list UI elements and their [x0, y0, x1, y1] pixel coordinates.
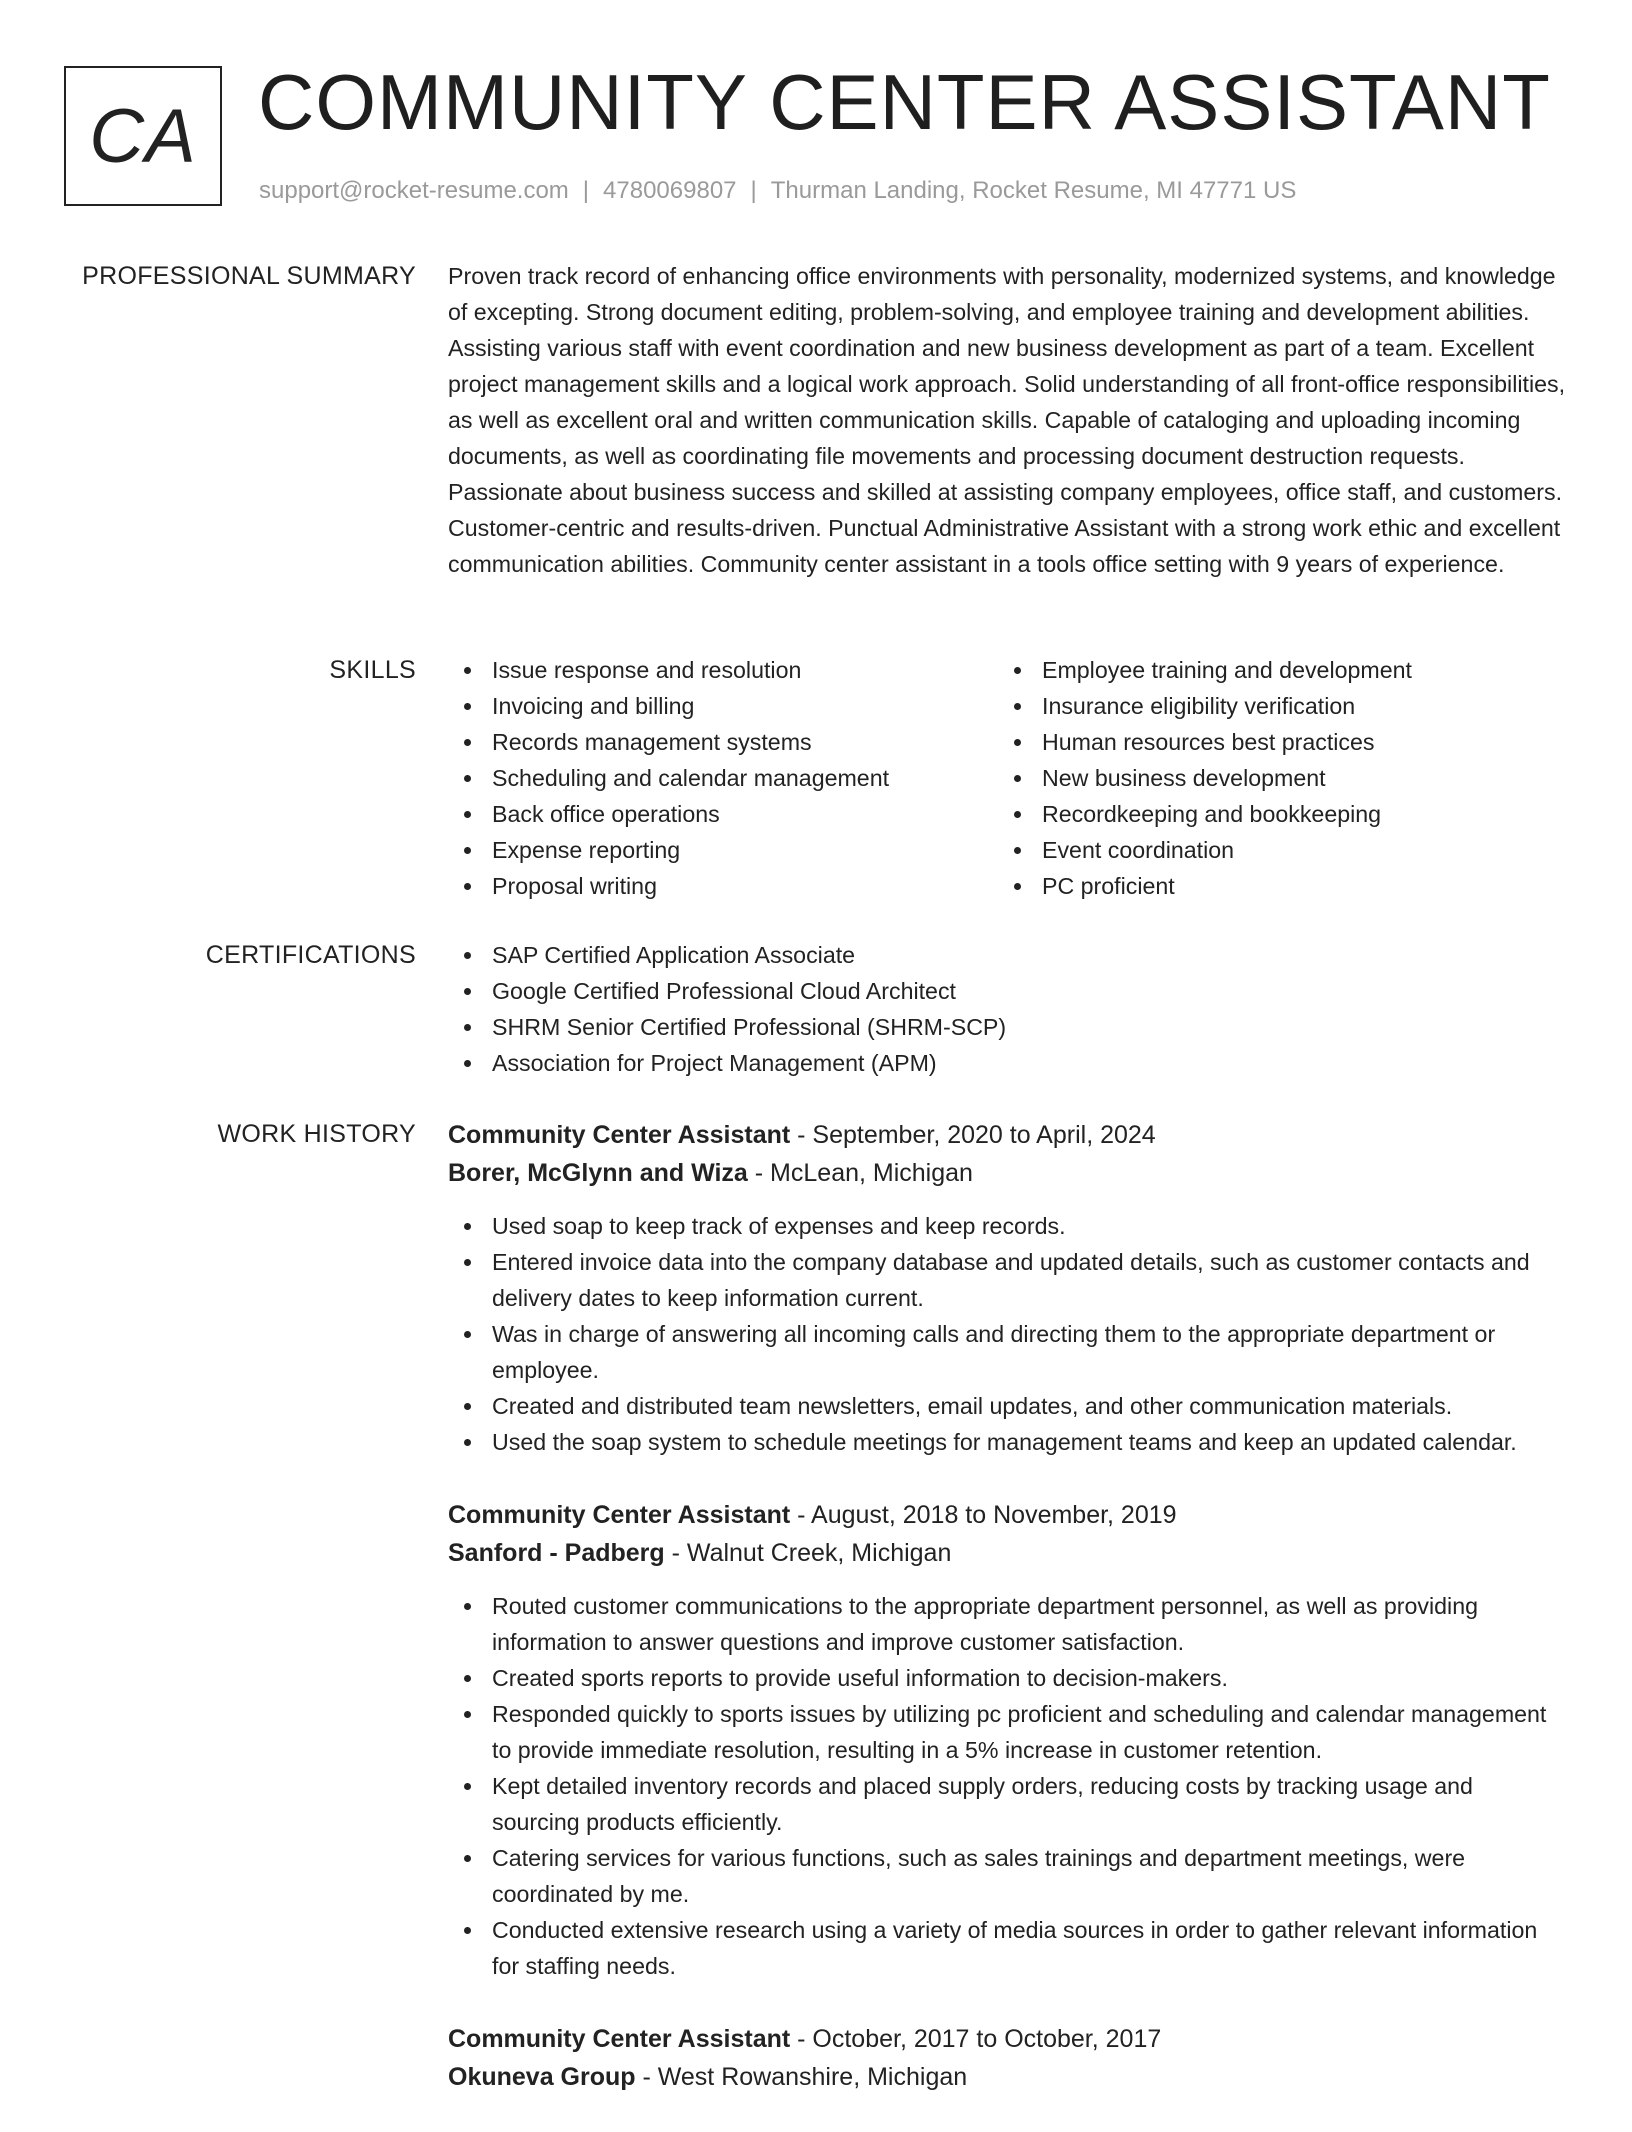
- summary-heading: PROFESSIONAL SUMMARY: [82, 262, 416, 290]
- job-role-line: [448, 1496, 1566, 1534]
- job-duties: [448, 1208, 1566, 1460]
- skill-item: Insurance eligibility verification: [998, 688, 1548, 724]
- job-company: Sanford - Padberg: [448, 1539, 665, 1567]
- skills-columns: [448, 652, 1566, 904]
- skills-list-right: [998, 652, 1548, 904]
- job-duty: Created and distributed team newsletters, email updates, and other communication materials.: [448, 1388, 1566, 1424]
- skills-heading: SKILLS: [329, 656, 416, 684]
- job-duty: Conducted extensive research using a variety of media sources in order to gather relevant information for staffing needs.: [448, 1912, 1566, 1984]
- skill-item: New business development: [998, 760, 1548, 796]
- job-company: Okuneva Group: [448, 2063, 636, 2091]
- job-role: Community Center Assistant: [448, 1121, 791, 1149]
- contact-separator: |: [582, 177, 590, 204]
- skill-item: Back office operations: [448, 796, 998, 832]
- monogram-box: [64, 66, 222, 206]
- job-duty: Entered invoice data into the company database and updated details, such as customer contacts and delivery dates to keep information current.: [448, 1244, 1566, 1316]
- job-dates: - August, 2018 to November, 2019: [790, 1501, 1177, 1529]
- certifications-heading: CERTIFICATIONS: [205, 941, 416, 969]
- summary-body: [448, 258, 1566, 582]
- job-entry: [448, 1496, 1566, 1984]
- skill-item: Records management systems: [448, 724, 998, 760]
- job-duty: Kept detailed inventory records and placed supply orders, reducing costs by tracking usage and sourcing products efficiently.: [448, 1768, 1566, 1840]
- job-location: - Walnut Creek, Michigan: [664, 1539, 952, 1567]
- skill-item: Event coordination: [998, 832, 1548, 868]
- summary-text: Proven track record of enhancing office environments with personality, modernized systems, and knowledge of excepting. Strong document editing, problem-solving, and employee training and development abilities. Assisting various staff with event coordination and new business development as part of a team. Excellent project management skills and a logical work approach. Solid understanding of all front-office responsibilities, as well as excellent oral and written communication skills. Capable of cataloging and uploading incoming documents, as well as coordinating file movements and processing document destruction requests. Passionate about business success and skilled at assisting company employees, office staff, and customers. Customer-centric and results-driven. Punctual Administrative Assistant with a strong work ethic and excellent communication abilities. Community center assistant in a tools office setting with 9 years of experience.: [448, 263, 1566, 577]
- contact-address: Thurman Landing, Rocket Resume, MI 47771 US: [770, 177, 1297, 204]
- job-duty: Was in charge of answering all incoming calls and directing them to the appropriate department or employee.: [448, 1316, 1566, 1388]
- job-role-line: [448, 2020, 1566, 2058]
- skill-item: Human resources best practices: [998, 724, 1548, 760]
- job-duty: Used soap to keep track of expenses and keep records.: [448, 1208, 1566, 1244]
- job-role-line: [448, 1116, 1566, 1154]
- contact-email[interactable]: support@rocket-resume.com: [259, 177, 569, 204]
- job-entry: [448, 2020, 1566, 2096]
- work-history-heading: WORK HISTORY: [217, 1120, 416, 1148]
- certification-item: SAP Certified Application Associate: [448, 937, 1566, 973]
- job-dates: - October, 2017 to October, 2017: [790, 2025, 1162, 2053]
- certifications-body: [448, 937, 1566, 1081]
- certification-item: Google Certified Professional Cloud Architect: [448, 973, 1566, 1009]
- job-role: Community Center Assistant: [448, 1501, 791, 1529]
- job-company-line: [448, 1154, 1566, 1192]
- job-duty: Created sports reports to provide useful information to decision-makers.: [448, 1660, 1566, 1696]
- contact-phone[interactable]: 4780069807: [603, 177, 737, 204]
- skill-item: PC proficient: [998, 868, 1548, 904]
- skills-list-left: [448, 652, 998, 904]
- job-duty: Responded quickly to sports issues by utilizing pc proficient and scheduling and calendar management to provide immediate resolution, resulting in a 5% increase in customer retention.: [448, 1696, 1566, 1768]
- skill-item: Issue response and resolution: [448, 652, 998, 688]
- skill-item: Invoicing and billing: [448, 688, 998, 724]
- job-company: Borer, McGlynn and Wiza: [448, 1159, 748, 1187]
- skill-item: Expense reporting: [448, 832, 998, 868]
- job-duty: Routed customer communications to the appropriate department personnel, as well as providing information to answer questions and improve customer satisfaction.: [448, 1588, 1566, 1660]
- certifications-list: [448, 937, 1566, 1081]
- certification-item: Association for Project Management (APM): [448, 1045, 1566, 1081]
- job-location: - McLean, Michigan: [747, 1159, 973, 1187]
- skill-item: Employee training and development: [998, 652, 1548, 688]
- skill-item: Proposal writing: [448, 868, 998, 904]
- job-company-line: [448, 1534, 1566, 1572]
- work-history-body: [448, 1116, 1566, 2132]
- contact-line: [259, 175, 1296, 207]
- job-company-line: [448, 2058, 1566, 2096]
- monogram-initials: CA: [89, 93, 197, 179]
- job-role: Community Center Assistant: [448, 2025, 791, 2053]
- job-dates: - September, 2020 to April, 2024: [790, 1121, 1156, 1149]
- job-location: - West Rowanshire, Michigan: [635, 2063, 968, 2091]
- job-duty: Catering services for various functions, such as sales trainings and department meetings, were coordinated by me.: [448, 1840, 1566, 1912]
- job-duty: Used the soap system to schedule meetings for management teams and keep an updated calendar.: [448, 1424, 1566, 1460]
- contact-separator: |: [750, 177, 757, 204]
- skill-item: Scheduling and calendar management: [448, 760, 998, 796]
- job-duties: [448, 1588, 1566, 1984]
- certification-item: SHRM Senior Certified Professional (SHRM-SCP): [448, 1009, 1566, 1045]
- resume-title: COMMUNITY CENTER ASSISTANT: [258, 58, 1551, 146]
- skills-body: [448, 652, 1566, 904]
- skill-item: Recordkeeping and bookkeeping: [998, 796, 1548, 832]
- job-entry: [448, 1116, 1566, 1460]
